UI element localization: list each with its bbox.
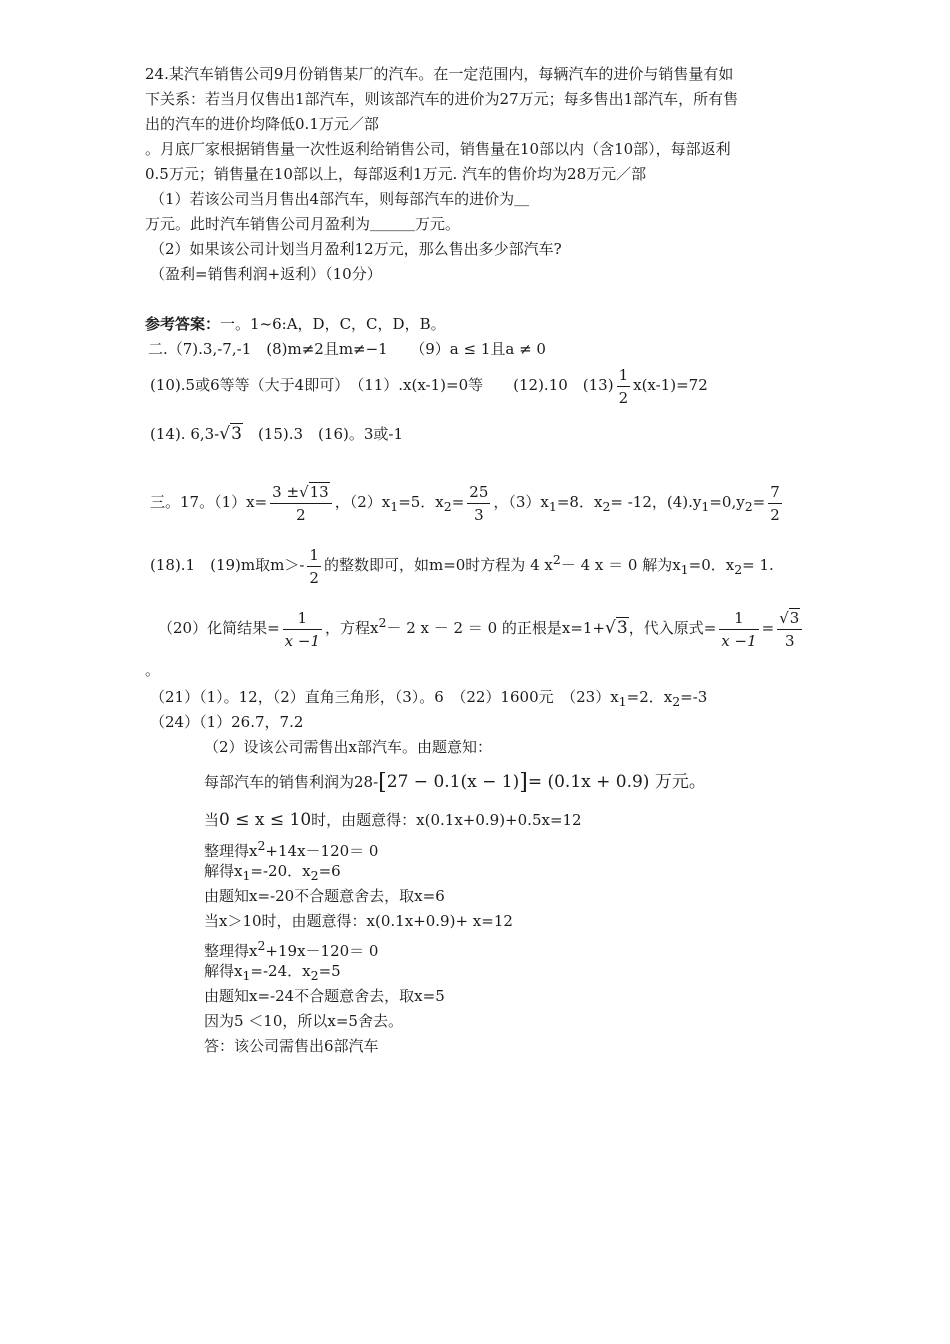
answer-line-case1: 当0 ≤ x ≤ 10时，由题意得：x(0.1x+0.9)+0.5x=12 [204,810,582,830]
q24-line-5: 0.5万元；销售量在10部以上，每部返利1万元. 汽车的售价均为28万元／部 [145,165,647,183]
answer-line-4: (14). 6,3-√3 (15).3 (16)。3或-1 [150,424,404,444]
sqrt-3-b: √3 [605,618,628,638]
fraction-1-over-x-1: $\frac{1}{x -1}$ [284,608,320,650]
fraction-25-3: $\frac{25}{3}$ [469,482,489,524]
fraction-half-19: $\frac{1}{2}$ [309,545,319,587]
q24-line-8: （2）如果该公司计划当月盈利12万元，那么售出多少部汽车? [150,240,562,258]
answer-line-21-23: （21）（1）。12，（2）直角三角形，（3）。6 （22）1600元 $(23)x_1=2$．$x_2=-3$ [150,688,708,709]
q24-line-6: （1）若该公司当月售出4部汽车，则每部汽车的进价为＿ [150,190,530,208]
q24-line-1: 24.某汽车销售公司9月份销售某厂的汽车。在一定范围内，每辆汽车的进价与销售量有如 [145,65,734,83]
answer-line-case2: 当x＞10时，由题意得：x(0.1x+0.9)+ x=12 [204,912,513,930]
fraction-7-2: $\frac{7}{2}$ [770,482,780,524]
answer-part-1: 一。1~6:A，D，C，C，D，B。 [220,315,446,333]
q24-line-7: 万元。此时汽车销售公司月盈利为＿＿＿万元。 [145,215,461,233]
answer-line-simplify2: 整理得$x^2+19x-120= 0$ [204,938,379,960]
answer-line-reject: 因为5 ＜10，所以x=5舍去。 [204,1012,403,1030]
answer-line-profit: 每部汽车的销售利润为28-[27 − 0.1(x − 1)]= (0.1x + 0.9) 万元。 [204,770,706,795]
answer-label: 参考答案： [145,315,221,333]
answer-line-period: 。 [145,661,161,679]
answer-line-20: （20）化简结果= $\frac{1}{x -1}$ ，方程$x^2- 2$ x － 2 ＝ 0 的正根是x=1+√3，代入原式= $\frac{1}{x -1}$ = $\frac{√3}{3}$ [158,600,805,652]
q24-line-3: 出的汽车的进价均降低0.1万元／部 [145,115,379,133]
answer-line-simplify1: 整理得$x^2+14x-120= 0$ [204,838,379,860]
answer-line-24-2: （2）设该公司需售出x部汽车。由题意知： [204,738,493,756]
answer-line-17: 三。17。（1）x= $\frac{3 \pm√13}{2}$ ，$(2)x_1=5$．$x_2=$ $\frac{25}{3}$ ，$(3)x_1=8$．$x_2= -12$，$(4).y_1=0,y_2=$ $\frac{7}{2}$ [150,482,780,524]
answer-line-3b: x(x-1)=72 [633,376,708,394]
fraction-17-1: $\frac{3 \pm√13}{2}$ [270,481,332,526]
fraction-1-over-x-1-b: $\frac{1}{x -1}$ [721,608,757,650]
answer-line-final: 答：该公司需售出6部汽车 [204,1037,379,1055]
answer-line-discard2: 由题知x=-24不合题意舍去，取x=5 [204,987,445,1005]
q24-line-2: 下关系：若当月仅售出1部汽车，则该部汽车的进价为27万元；每多售出1部汽车，所有售 [145,90,739,108]
q24-line-9: （盈利=销售利润+返利）（10分） [150,265,382,283]
q24-line-4: 。月底厂家根据销售量一次性返利给销售公司，销售量在10部以内（含10部），每部返利 [145,140,731,158]
fraction-one-half: $\frac{1}{2}$ [618,365,629,407]
answer-line-3a: (10).5或6等等（大于4即可） （11）.x(x-1)=0等 (12).10 (13) [150,376,614,394]
answer-line-3 [150,362,708,409]
fraction-sqrt3-over-3: $\frac{√3}{3}$ [777,607,802,652]
answer-line-solve2: 解得$x_1=-24$．$x_2=5$ [204,962,341,983]
sqrt-3: √3 [219,424,242,444]
answer-line-18-19: (18).1 (19)m取m＞- $\frac{1}{2}$ 的整数即可，如m=0时方程为 4 $x^2- 4$ x ＝ 0 解为$x_1=0$．$x_2= 1$. [150,545,774,587]
answer-line-solve1: 解得$x_1=-20$．$x_2=6$ [204,862,341,883]
answer-line-2: 二.（7).3,-7,-1 (8)m≠2且m≠−1 （9）a ≤ 1且a ≠ 0 [148,340,546,358]
answer-line-discard1: 由题知x=-20不合题意舍去，取x=6 [204,887,445,905]
answer-line-24-1: （24）（1）26.7，7.2 [150,713,304,731]
answer-line-1 [145,314,446,334]
